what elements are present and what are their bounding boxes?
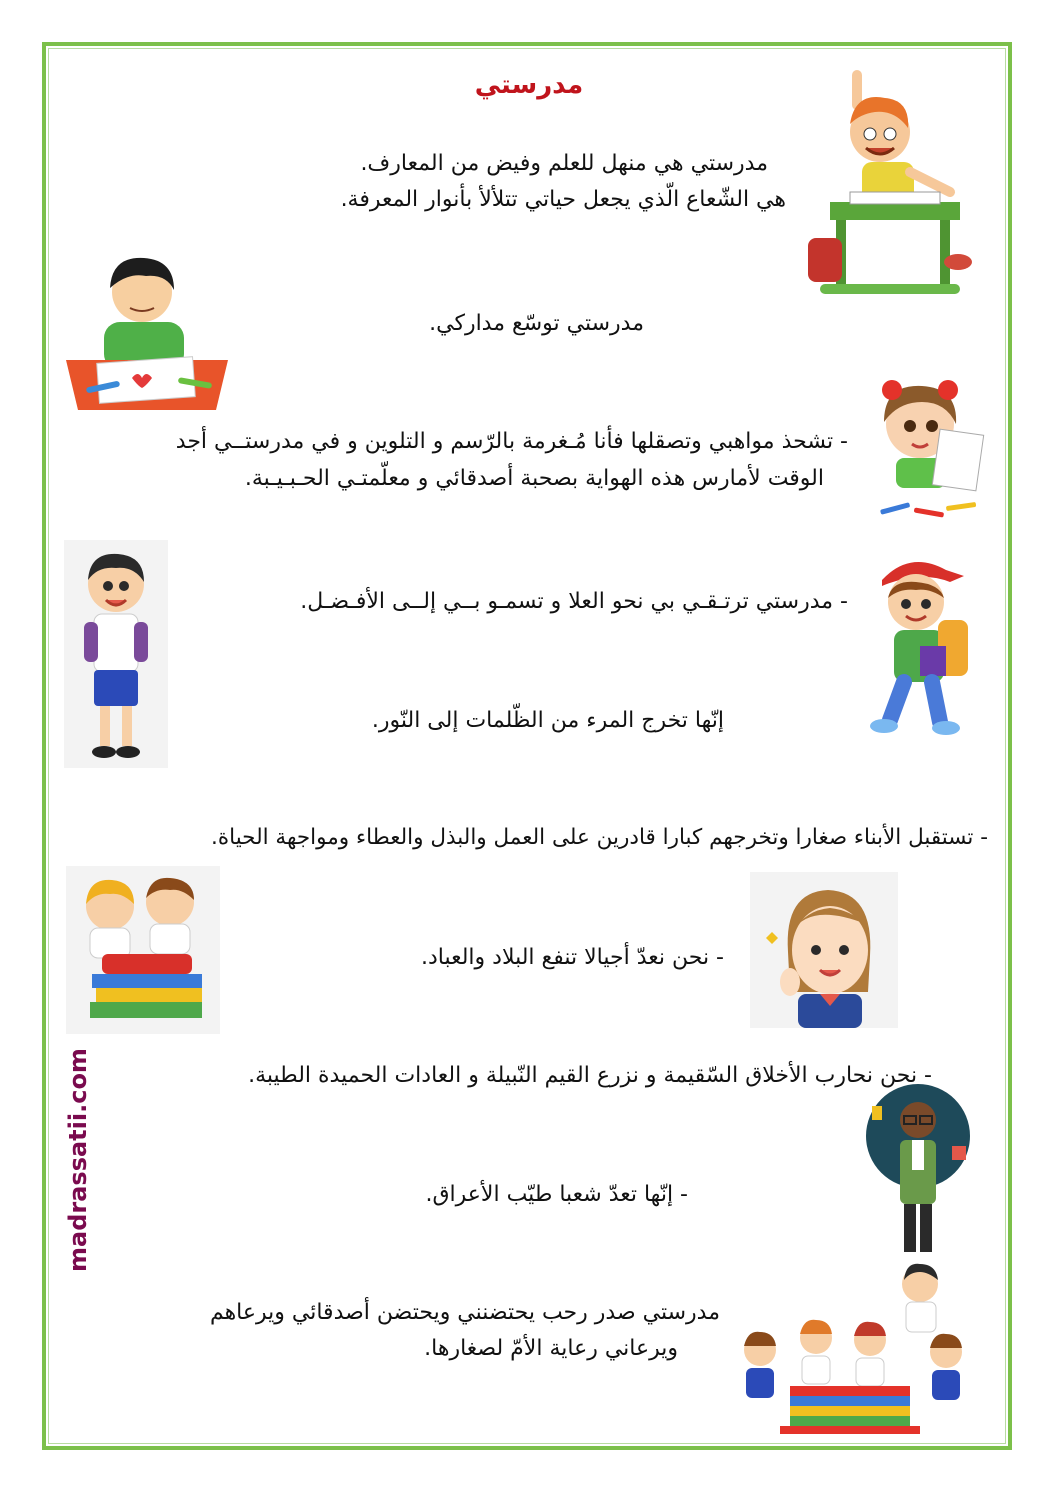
boy-with-cap-illustration bbox=[860, 550, 980, 736]
paragraph-6: - تستقبل الأبناء صغارا وتخرجهم كبارا قادرين على العمل والبذل والعطاء ومواجهة الحياة. bbox=[211, 825, 988, 850]
paragraph-3-line-2: الوقت لأمارس هذه الهواية بصحبة أصدقائي و معلّمتـي الحـبـيـبة. bbox=[244, 466, 824, 491]
paragraph-10-line-1: مدرستي صدر رحب يحتضنني ويحتضن أصدقائي ويرعاهم bbox=[209, 1300, 720, 1325]
children-on-books-illustration bbox=[66, 866, 220, 1034]
paragraph-3-line-1: - تشحذ مواهبي وتصقلها فأنا مُـغرمة بالرّسم و التلوين و في مدرستــي أجد bbox=[175, 429, 848, 454]
page-title: مدرستي bbox=[474, 70, 584, 100]
paragraph-7: - نحن نعدّ أجيالا تنفع البلاد والعباد. bbox=[420, 945, 724, 970]
teacher-illustration bbox=[860, 1076, 974, 1256]
boy-at-desk-illustration bbox=[800, 62, 980, 302]
girl-drawing-illustration bbox=[870, 372, 986, 524]
paragraph-8: - نحن نحارب الأخلاق السّقيمة و نزرع القيم النّبيلة و العادات الحميدة الطيبة. bbox=[248, 1063, 932, 1088]
paragraph-2: مدرستي توسّع مداركي. bbox=[429, 311, 644, 336]
group-of-children-illustration bbox=[720, 1256, 980, 1436]
smiling-girl-illustration bbox=[750, 872, 898, 1028]
paragraph-9: - إنّها تعدّ شعبا طيّب الأعراق. bbox=[425, 1182, 688, 1207]
boy-drawing-illustration bbox=[66, 250, 228, 415]
website-watermark: madrassatii.com bbox=[64, 1048, 92, 1272]
paragraph-1-line-2: هي الشّعاع الّذي يجعل حياتي تتلألأ بأنوار المعرفة. bbox=[340, 187, 786, 212]
paragraph-4: - مدرستي ترتـقـي بي نحو العلا و تسمـو بــي إلــى الأفـضـل. bbox=[300, 589, 848, 614]
paragraph-5: إنّها تخرج المرء من الظّلمات إلى النّور. bbox=[371, 708, 724, 733]
paragraph-1-line-1: مدرستي هي منهل للعلم وفيض من المعارف. bbox=[360, 151, 768, 176]
student-boy-illustration bbox=[64, 540, 168, 768]
paragraph-10-line-2: ويرعاني رعاية الأمّ لصغارها. bbox=[424, 1336, 678, 1361]
